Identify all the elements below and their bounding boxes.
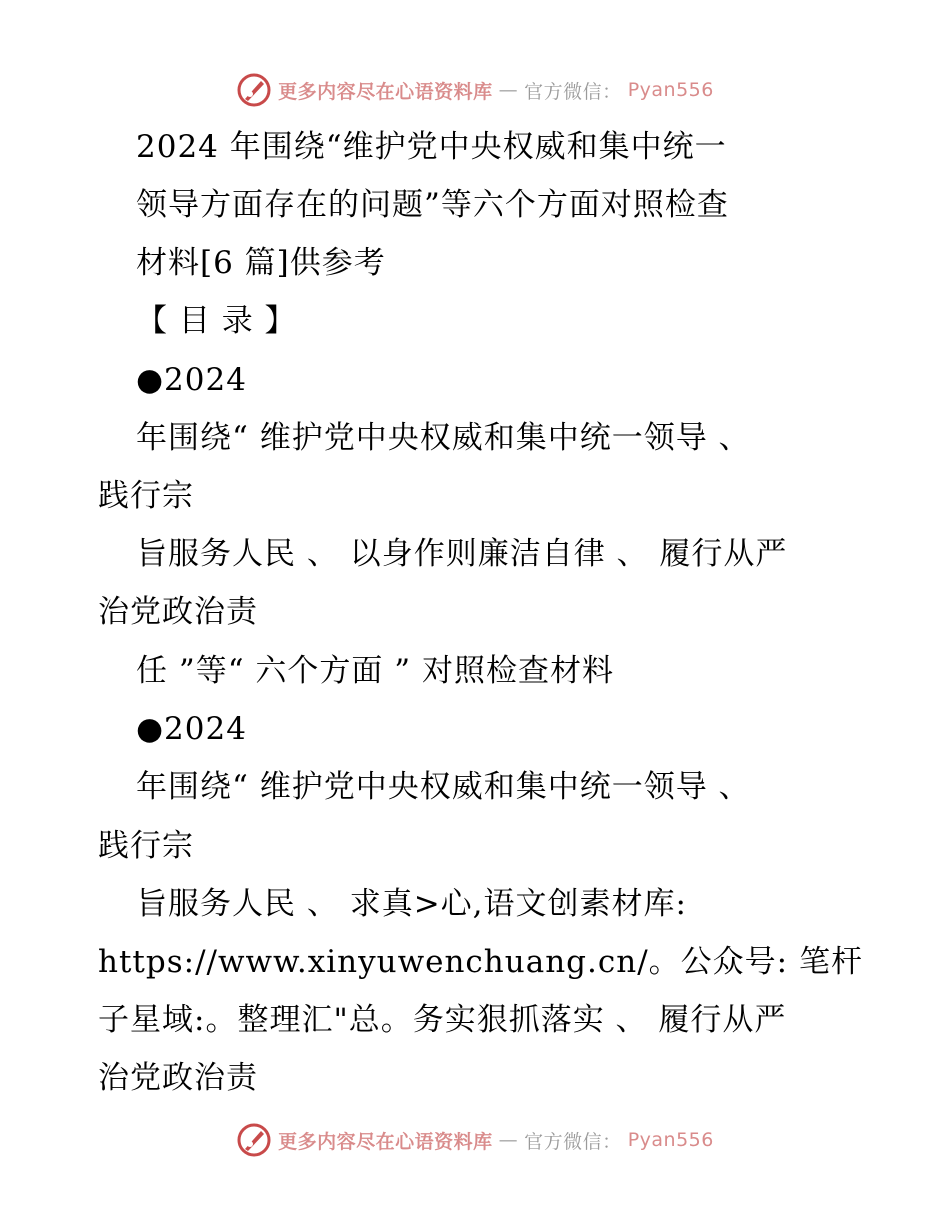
title-line-2: 领导方面存在的问题”等六个方面对照检查 [136, 187, 729, 223]
toc-item-1-line-1: 年围绕“ 维护党中央权威和集中统一领导 、 [136, 420, 751, 456]
header-watermark [0, 70, 950, 110]
toc-heading: 【 目 录 】 [136, 303, 297, 339]
toc-item-1-line-4: 治党政治责 [98, 594, 258, 630]
watermark-main-text: 更多内容尽在心语资料库 [278, 80, 493, 103]
watermark-separator: — [498, 1129, 519, 1151]
watermark-wechat-id: Pyan556 [627, 79, 714, 101]
quill-logo-icon [236, 1122, 272, 1158]
toc-item-1-line-2: 践行宗 [98, 478, 194, 514]
toc-item-1-line-5: 任 ”等“ 六个方面 ” 对照检查材料 [136, 653, 614, 689]
watermark-wechat-label: 官方微信： [524, 80, 622, 103]
toc-item-1-line-3: 旨服务人民 、 以身作则廉洁自律 、 履行从严 [136, 536, 788, 572]
watermark-wechat-id: Pyan556 [627, 1129, 714, 1151]
toc-item-2-line-1: 年围绕“ 维护党中央权威和集中统一领导 、 [136, 769, 751, 805]
toc-item-2-line-3: 旨服务人民 、 求真>心,语文创素材库: [136, 886, 687, 922]
toc-item-2-line-2: 践行宗 [98, 828, 194, 864]
title-line-3: 材料[6 篇]供参考 [136, 245, 386, 281]
footer-watermark [0, 1120, 950, 1160]
watermark-wechat-label: 官方微信： [524, 1130, 622, 1153]
toc-item-2-line-4: https://www.xinyuwenchuang.cn/。公众号: 笔杆 [98, 944, 863, 980]
toc-bullet-2: ●2024 [136, 711, 247, 747]
toc-bullet-1: ●2024 [136, 362, 247, 398]
watermark-separator: — [498, 79, 519, 101]
watermark-main-text: 更多内容尽在心语资料库 [278, 1130, 493, 1153]
title-line-1: 2024 年围绕“维护党中央权威和集中统一 [136, 129, 727, 165]
quill-logo-icon [236, 72, 272, 108]
toc-item-2-line-5: 子星域:。整理汇"总。务实狠抓落实 、 履行从严 [98, 1002, 787, 1038]
toc-item-2-line-6: 治党政治责 [98, 1060, 258, 1096]
